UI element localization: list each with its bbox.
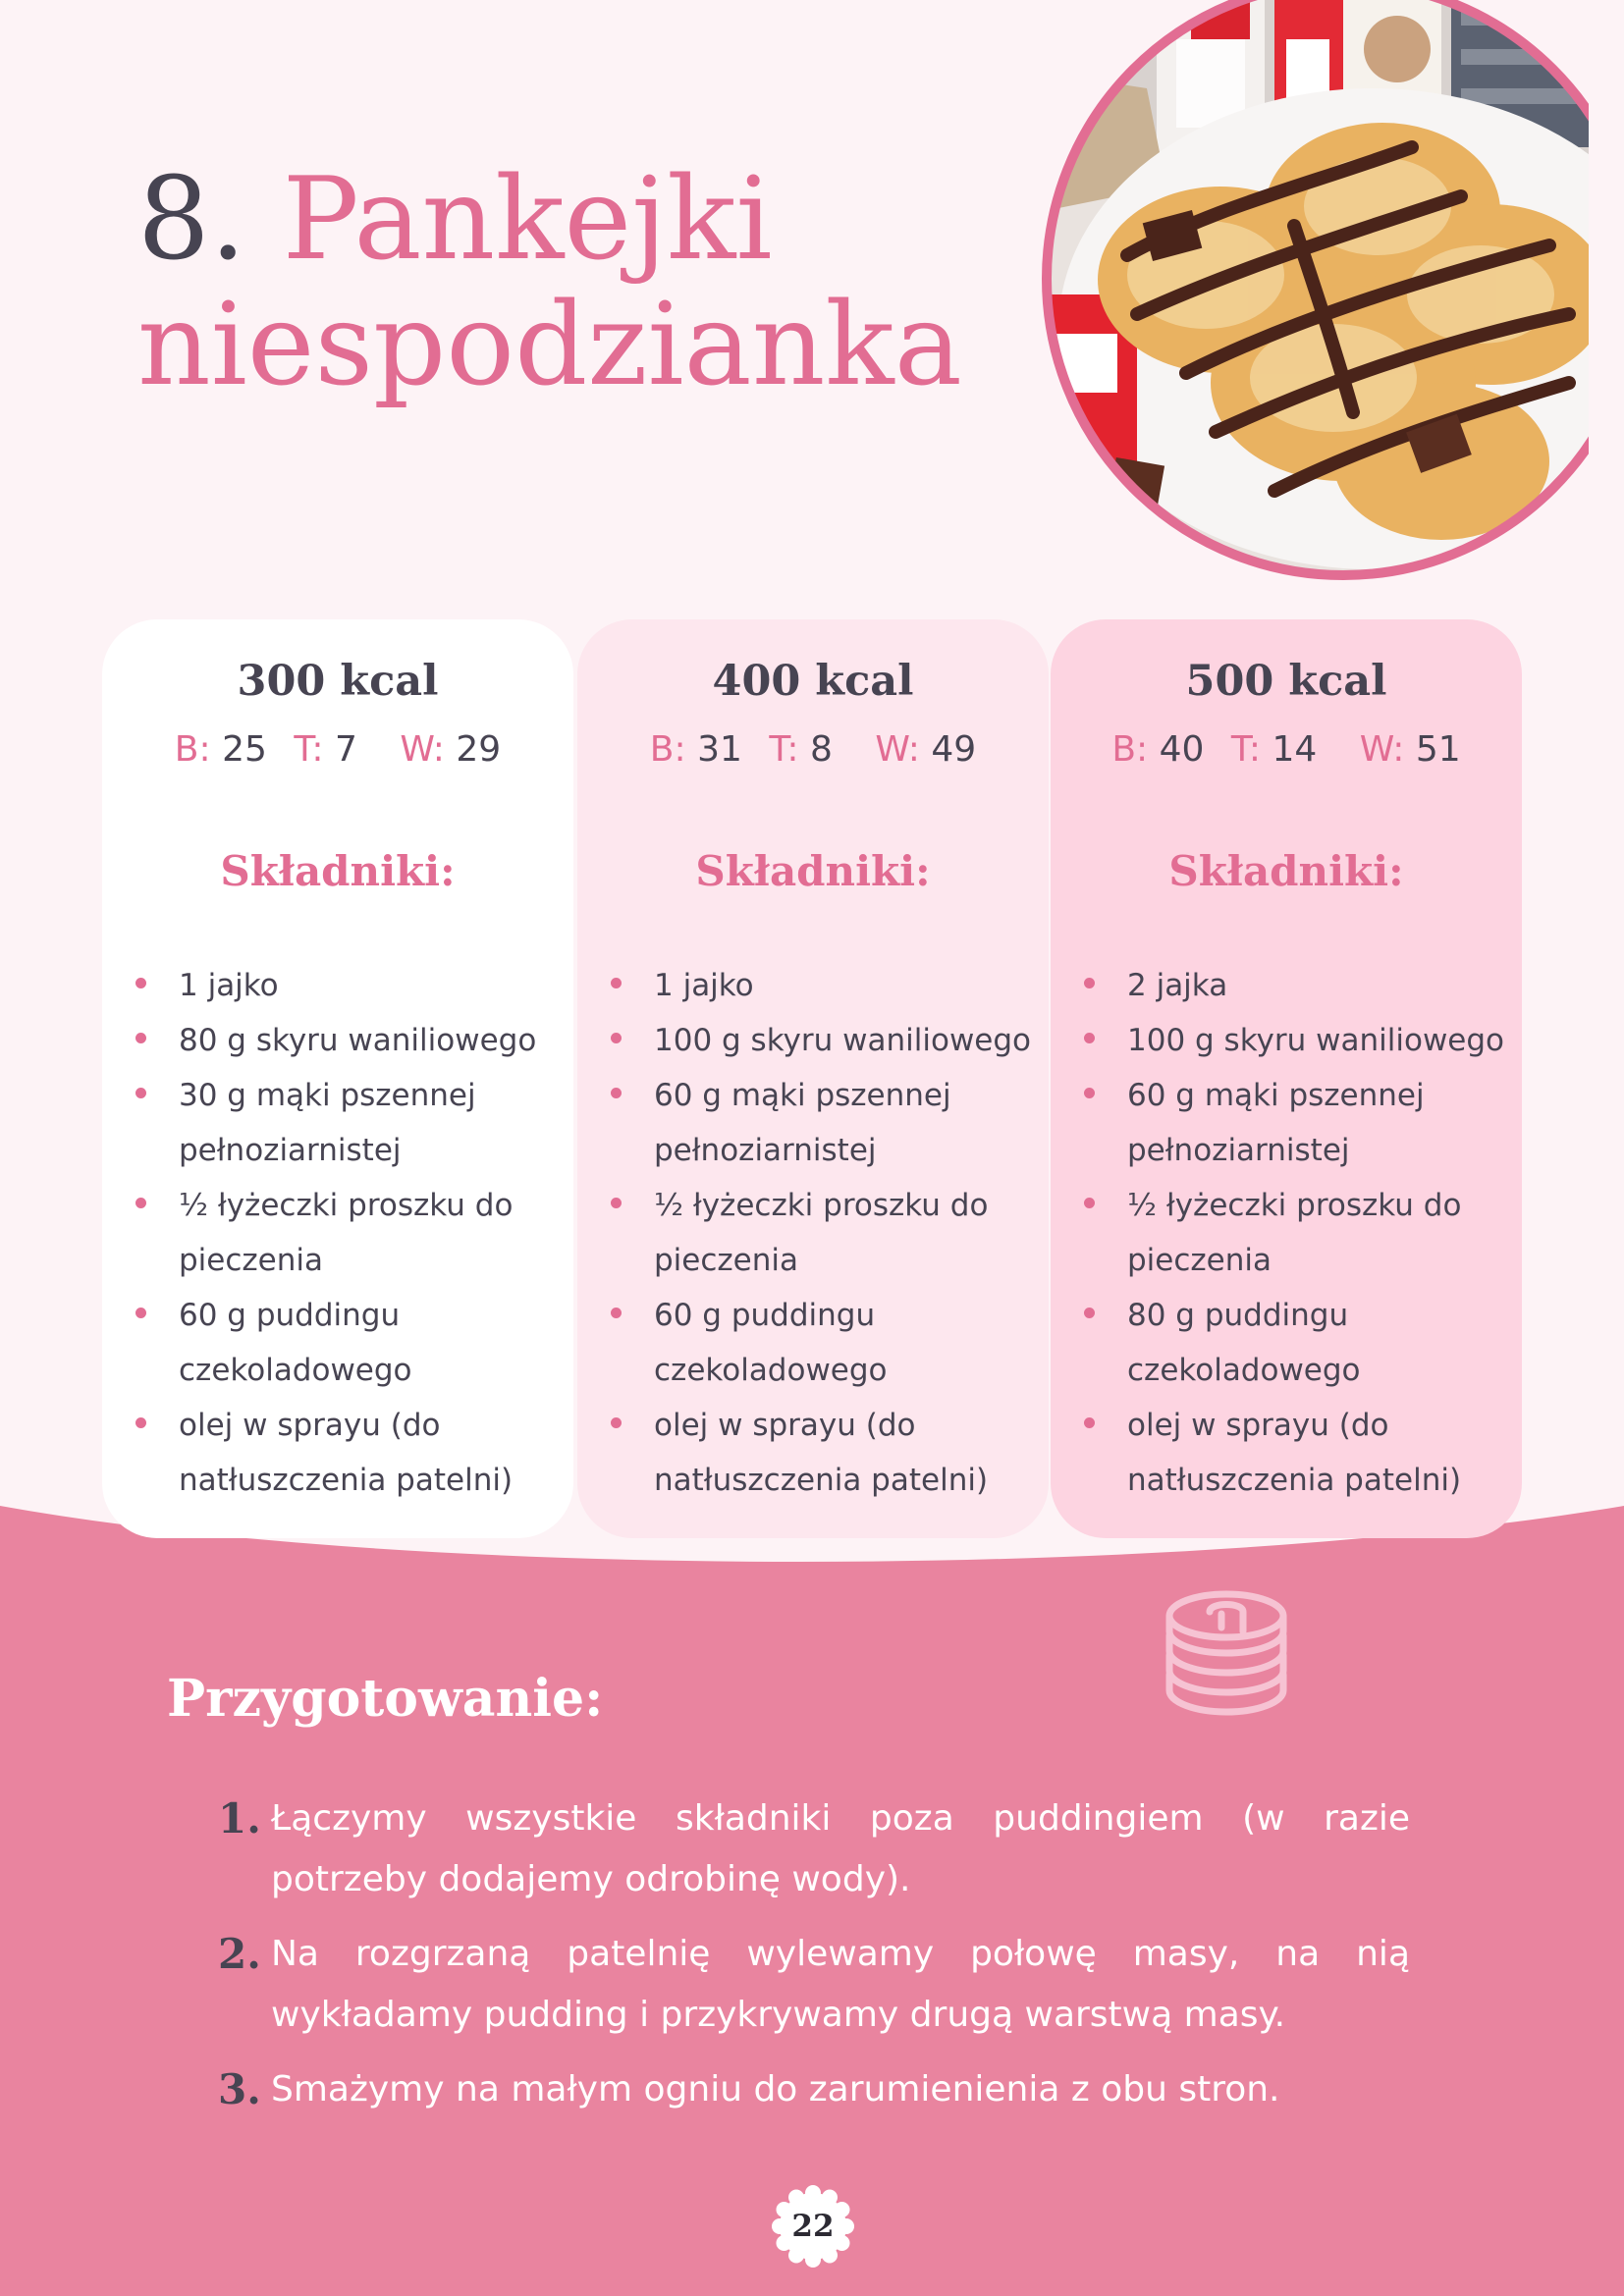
ingredients-list xyxy=(1127,958,1510,1508)
protein-value: 25 xyxy=(222,729,267,770)
step-text: Łączymy wszystkie składniki poza puddingiem (w razie potrzeby dodajemy odrobinę wody). xyxy=(271,1798,1410,1899)
ingredient-item: olej w sprayu (do natłuszczenia patelni) xyxy=(179,1398,562,1508)
fat-label: T: xyxy=(1230,729,1262,770)
carbs-label: W: xyxy=(1359,729,1405,770)
protein-value: 40 xyxy=(1159,729,1205,770)
kcal-value: 400 kcal xyxy=(712,657,914,706)
page-number: 22 xyxy=(791,2209,835,2244)
macros-row xyxy=(102,729,573,770)
ingredient-item: 60 g puddingu czekoladowego xyxy=(654,1288,1037,1398)
ingredient-item: ½ łyżeczki proszku do pieczenia xyxy=(179,1178,562,1288)
fat-label: T: xyxy=(294,729,324,770)
title-line-1: Pankejki xyxy=(282,153,773,286)
ingredient-item: 1 jajko xyxy=(654,958,1037,1013)
ingredient-item: 100 g skyru waniliowego xyxy=(1127,1013,1510,1068)
protein-label: B: xyxy=(174,729,211,770)
carbs-label: W: xyxy=(875,729,920,770)
page-title xyxy=(137,153,962,411)
step-number: 3. xyxy=(218,2065,261,2113)
ingredient-item: ½ łyżeczki proszku do pieczenia xyxy=(654,1178,1037,1288)
ingredient-item: 60 g puddingu czekoladowego xyxy=(179,1288,562,1398)
carbs-value: 29 xyxy=(456,729,502,770)
ingredients-list xyxy=(179,958,562,1508)
step-text: Smażymy na małym ogniu do zarumienienia z obu stron. xyxy=(271,2069,1280,2109)
ingredients-heading: Składniki: xyxy=(1168,847,1404,895)
recipe-number: 8. xyxy=(137,153,246,286)
step-number: 2. xyxy=(218,1930,261,1978)
fat-label: T: xyxy=(769,729,799,770)
ingredient-item: 80 g puddingu czekoladowego xyxy=(1127,1288,1510,1398)
ingredients-heading: Składniki: xyxy=(695,847,931,895)
ingredients-list xyxy=(654,958,1037,1508)
preparation-step xyxy=(218,2059,1410,2120)
kcal-value: 300 kcal xyxy=(237,657,439,706)
variant-card-500 xyxy=(1051,619,1522,1538)
carbs-label: W: xyxy=(400,729,445,770)
preparation-heading: Przygotowanie: xyxy=(167,1669,604,1729)
ingredient-item: 100 g skyru waniliowego xyxy=(654,1013,1037,1068)
fat-value: 14 xyxy=(1272,729,1318,770)
kcal-value: 500 kcal xyxy=(1185,657,1387,706)
ingredient-item: 60 g mąki pszennej pełnoziarnistej xyxy=(654,1068,1037,1178)
protein-value: 31 xyxy=(697,729,742,770)
ingredient-item: 2 jajka xyxy=(1127,958,1510,1013)
protein-label: B: xyxy=(649,729,686,770)
fat-value: 7 xyxy=(334,729,357,770)
ingredient-item: olej w sprayu (do natłuszczenia patelni) xyxy=(1127,1398,1510,1508)
ingredient-item: 60 g mąki pszennej pełnoziarnistej xyxy=(1127,1068,1510,1178)
preparation-step xyxy=(218,1924,1410,2046)
ingredients-heading: Składniki: xyxy=(220,847,456,895)
carbs-value: 51 xyxy=(1415,729,1461,770)
fat-value: 8 xyxy=(809,729,833,770)
variant-card-300 xyxy=(102,619,573,1538)
macros-row xyxy=(1051,729,1522,770)
page-number-badge xyxy=(772,2185,854,2268)
carbs-value: 49 xyxy=(931,729,977,770)
preparation-steps xyxy=(218,1789,1410,2134)
title-line-2: niespodzianka xyxy=(137,279,962,411)
ingredient-item: ½ łyżeczki proszku do pieczenia xyxy=(1127,1178,1510,1288)
ingredient-item: 80 g skyru waniliowego xyxy=(179,1013,562,1068)
variant-card-400 xyxy=(577,619,1049,1538)
protein-label: B: xyxy=(1111,729,1149,770)
step-number: 1. xyxy=(218,1794,261,1842)
pancakes-photo xyxy=(1019,0,1589,599)
ingredient-item: olej w sprayu (do natłuszczenia patelni) xyxy=(654,1398,1037,1508)
ingredient-item: 30 g mąki pszennej pełnoziarnistej xyxy=(179,1068,562,1178)
step-text: Na rozgrzaną patelnię wylewamy połowę masy, na nią wykładamy pudding i przykrywamy drugą warstwą masy. xyxy=(271,1934,1410,2035)
ingredient-item: 1 jajko xyxy=(179,958,562,1013)
pancake-stack-icon xyxy=(1161,1588,1292,1720)
macros-row xyxy=(577,729,1049,770)
preparation-step xyxy=(218,1789,1410,1910)
